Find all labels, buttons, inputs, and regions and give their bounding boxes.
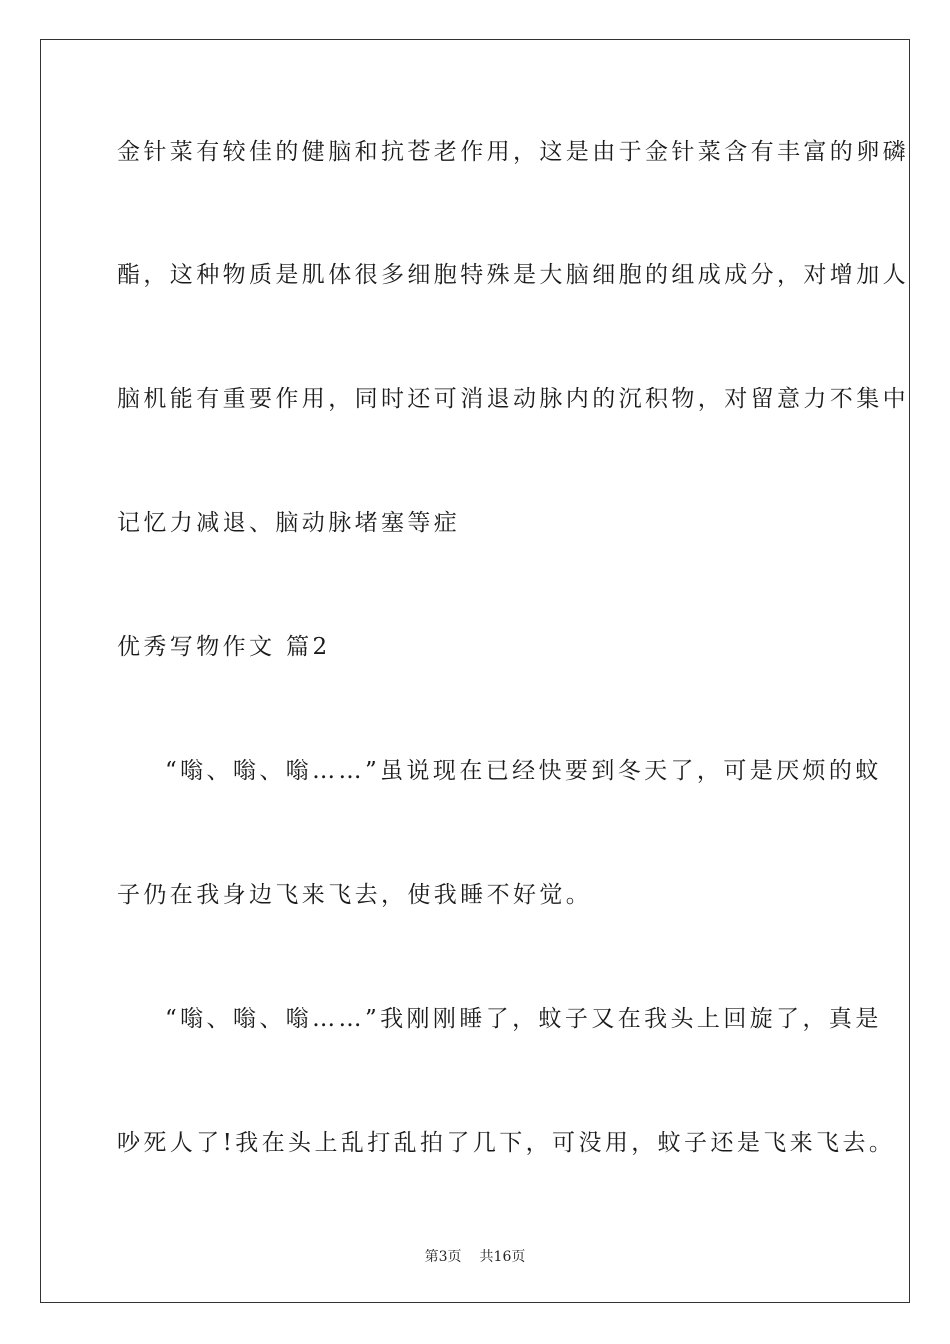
paragraph-line: “嗡、嗡、嗡……”虽说现在已经快要到冬天了，可是厌烦的蚊 [165, 758, 882, 784]
paragraph-line: 脑机能有重要作用，同时还可消退动脉内的沉积物，对留意力不集中 [117, 386, 909, 412]
paragraph-line: “嗡、嗡、嗡……”我刚刚睡了，蚊子又在我头上回旋了，真是 [165, 1006, 882, 1032]
paragraph-line: 吵死人了!我在头上乱打乱拍了几下，可没用，蚊子还是飞来飞去。 [117, 1130, 896, 1156]
paragraph-line: 酯，这种物质是肌体很多细胞特殊是大脑细胞的组成成分，对增加人 [117, 262, 909, 288]
page-frame [40, 39, 910, 1303]
paragraph-line: 子仍在我身边飞来飞去，使我睡不好觉。 [117, 882, 593, 908]
paragraph-line: 金针菜有较佳的健脑和抗苍老作用，这是由于金针菜含有丰富的卵磷 [117, 139, 909, 165]
page-footer [0, 1248, 950, 1266]
page-total: 共16页 [479, 1249, 526, 1265]
paragraph-line: 记忆力减退、脑动脉堵塞等症 [117, 510, 461, 536]
section-heading: 优秀写物作文 篇2 [117, 634, 331, 660]
page-number: 第3页 [424, 1249, 462, 1265]
